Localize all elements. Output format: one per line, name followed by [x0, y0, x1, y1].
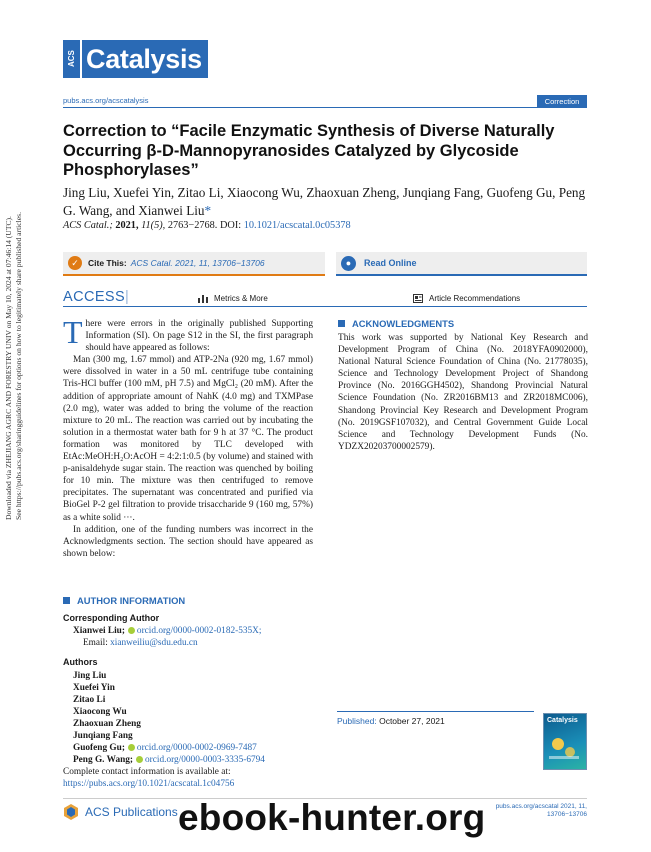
complete-info-text: Complete contact information is available at: [63, 767, 231, 777]
citation-pages: 2763−2768. DOI: [167, 220, 242, 231]
complete-contact-info [63, 766, 323, 790]
author-entry: Jing Liu [73, 671, 107, 681]
acknowledgments-text: This work was supported by National Key Research and Development Program of China (No. 2018YFA0902000), National Natural Science Foundation of China (No. 21778035), Science and Technology Development Project of Shandong Province (No. 2016GGH4502), Shandong Provincial Natural Science Foundation (No. ZR2016BM13 and ZR2018MC006), Shandong Provincial Key Research and Development Program (No. 2019GSF107032), and Central Government Guide Local Science and Technology Development Funds (No. YDZX20203700002579). [338, 333, 588, 452]
author-entry: Peng G. Wang; orcid.org/0000-0003-3335-6794 [73, 755, 265, 765]
article-title: Correction to “Facile Enzymatic Synthesis of Diverse Naturally Occurring β-D-Mannopyranosides Catalyzed by Glycoside Phosphorylases” [63, 122, 555, 179]
published-date: October 27, 2021 [379, 716, 445, 726]
published-label: Published: [337, 716, 377, 726]
paragraph-intro: There were errors in the originally published Supporting Information (SI). On page S12 in the SI, the first paragraph should have appeared as follows: [63, 314, 313, 354]
read-online-label: Read Online [364, 258, 417, 268]
cite-reference[interactable]: ACS Catal. 2021, 11, 13706−13706 [130, 258, 265, 268]
bar-chart-icon [198, 294, 208, 303]
recommendations-label: Article Recommendations [429, 294, 521, 303]
author-entry: Guofeng Gu; orcid.org/0000-0002-0969-7487 [73, 743, 257, 753]
doi-link[interactable]: 10.1021/acscatal.0c05378 [243, 220, 351, 231]
article-type-badge: Correction [537, 95, 587, 107]
journal-logo[interactable] [63, 40, 208, 78]
email-label: Email: [83, 638, 108, 648]
corresponding-orcid[interactable]: orcid.org/0000-0002-0182-535X; [136, 626, 262, 636]
metrics-label: Metrics & More [214, 294, 268, 303]
citation-volume: 11(5), [141, 220, 166, 231]
header-divider [63, 107, 587, 108]
corresponding-author [73, 625, 323, 649]
cite-this-bar[interactable] [63, 252, 325, 276]
authors-heading: Authors [63, 657, 98, 667]
author-entry: Zhaoxuan Zheng [73, 719, 141, 729]
check-icon: ✓ [68, 256, 82, 270]
corresponding-star[interactable]: * [204, 202, 212, 218]
orcid-icon [128, 744, 135, 751]
publisher-name: ACS Publications [85, 805, 178, 819]
orcid-icon [136, 756, 143, 763]
journal-abbrev: ACS Catal.; [63, 220, 113, 231]
citation-year: 2021, [115, 220, 139, 231]
cover-title: Catalysis [547, 717, 578, 724]
acs-hexagon-icon [62, 803, 80, 821]
corresponding-name: Xianwei Liu; [73, 626, 125, 636]
orcid-icon [128, 627, 135, 634]
download-notice-line2: See https://pubs.acs.org/sharingguidelines for options on how to legitimately share published articles. [14, 212, 23, 520]
acknowledgments-heading: ACKNOWLEDGMENTS [338, 318, 454, 329]
paragraph-procedure: Man (300 mg, 1.67 mmol) and ATP-2Na (920 mg, 1.67 mmol) were dissolved in water in a 50 mL centrifuge tube containing Tris-HCl buffer (100 mM, pH 7.5) and MgCl₂ (20 mM). After the addition of appropriate amount of NahK (4.0 mg) and TXMPase (2.0 mg), water was added to bring the volume of the reaction mixture to 20 mL. The reaction was carried out by incubating the solution in a thermostat water bath for 9 h at 37 °C. The product formation was monitored by TLC developed with EtAc:MeOH:H₂O:AcOH = 4:2:1:0.5 (by volume) and stained with p-anisaldehyde sugar stain. The reaction was quenched by boiling for 10 min. The mixture was then centrifuged to remove precipitates. The supernatant was concentrated and purified via BioGel P-2 gel filtration to provide trisaccharide 9 (160 mg, 57%) as a white solid ···. [63, 355, 313, 523]
author-entry: Zitao Li [73, 695, 106, 705]
read-online-button[interactable] [336, 252, 587, 276]
author-names: Jing Liu, Xuefei Yin, Zitao Li, Xiaocong Wu, Zhaoxuan Zheng, Junqiang Fang, Guofeng Gu, Peng G. Wang, and Xianwei Liu [63, 185, 586, 218]
section-square-icon [338, 320, 345, 327]
email-link[interactable]: xianweiliu@sdu.edu.cn [110, 638, 198, 648]
logo-name: Catalysis [82, 40, 208, 78]
dropcap: T [63, 314, 83, 350]
author-entry: Junqiang Fang [73, 731, 133, 741]
recommendations-button[interactable] [413, 294, 520, 303]
corresponding-author-heading: Corresponding Author [63, 613, 160, 623]
section-square-icon [63, 597, 70, 604]
cover-art-icon [544, 724, 584, 764]
access-label: ACCESS| [63, 289, 130, 305]
published-divider [337, 711, 534, 712]
author-information-heading: AUTHOR INFORMATION [63, 595, 185, 606]
author-list [63, 184, 588, 219]
authors-list [73, 670, 323, 766]
globe-icon: ● [341, 256, 356, 271]
author-entry: Xuefei Yin [73, 683, 115, 693]
citation-line [63, 220, 351, 231]
footer-citation: pubs.acs.org/acscatal 2021, 11, 13706−13706 [495, 803, 587, 818]
journal-url[interactable]: pubs.acs.org/acscatalysis [63, 96, 149, 105]
body-left-column [63, 314, 313, 560]
author-orcid[interactable]: orcid.org/0000-0002-0969-7487 [136, 743, 257, 753]
journal-cover-thumbnail[interactable] [543, 713, 587, 770]
logo-acs: ACS [63, 40, 80, 78]
complete-info-link[interactable]: https://pubs.acs.org/10.1021/acscatal.1c04756 [63, 779, 235, 789]
acs-publications-logo[interactable] [62, 803, 178, 821]
download-notice-line1: Downloaded via ZHEJIANG AGRC AND FORESTRY UNIV on May 10, 2024 at 07:46:14 (UTC). [4, 216, 13, 520]
paragraph-funding-note: In addition, one of the funding numbers was incorrect in the Acknowledgments section. The section should have appeared as shown below: [63, 524, 313, 559]
cite-label: Cite This: [88, 258, 127, 268]
site-watermark: ebook-hunter.org [178, 797, 486, 838]
author-entry: Xiaocong Wu [73, 707, 127, 717]
author-orcid[interactable]: orcid.org/0000-0003-3335-6794 [145, 755, 265, 765]
metrics-button[interactable] [198, 294, 268, 303]
published-date-line [337, 716, 445, 726]
article-icon [413, 294, 423, 303]
